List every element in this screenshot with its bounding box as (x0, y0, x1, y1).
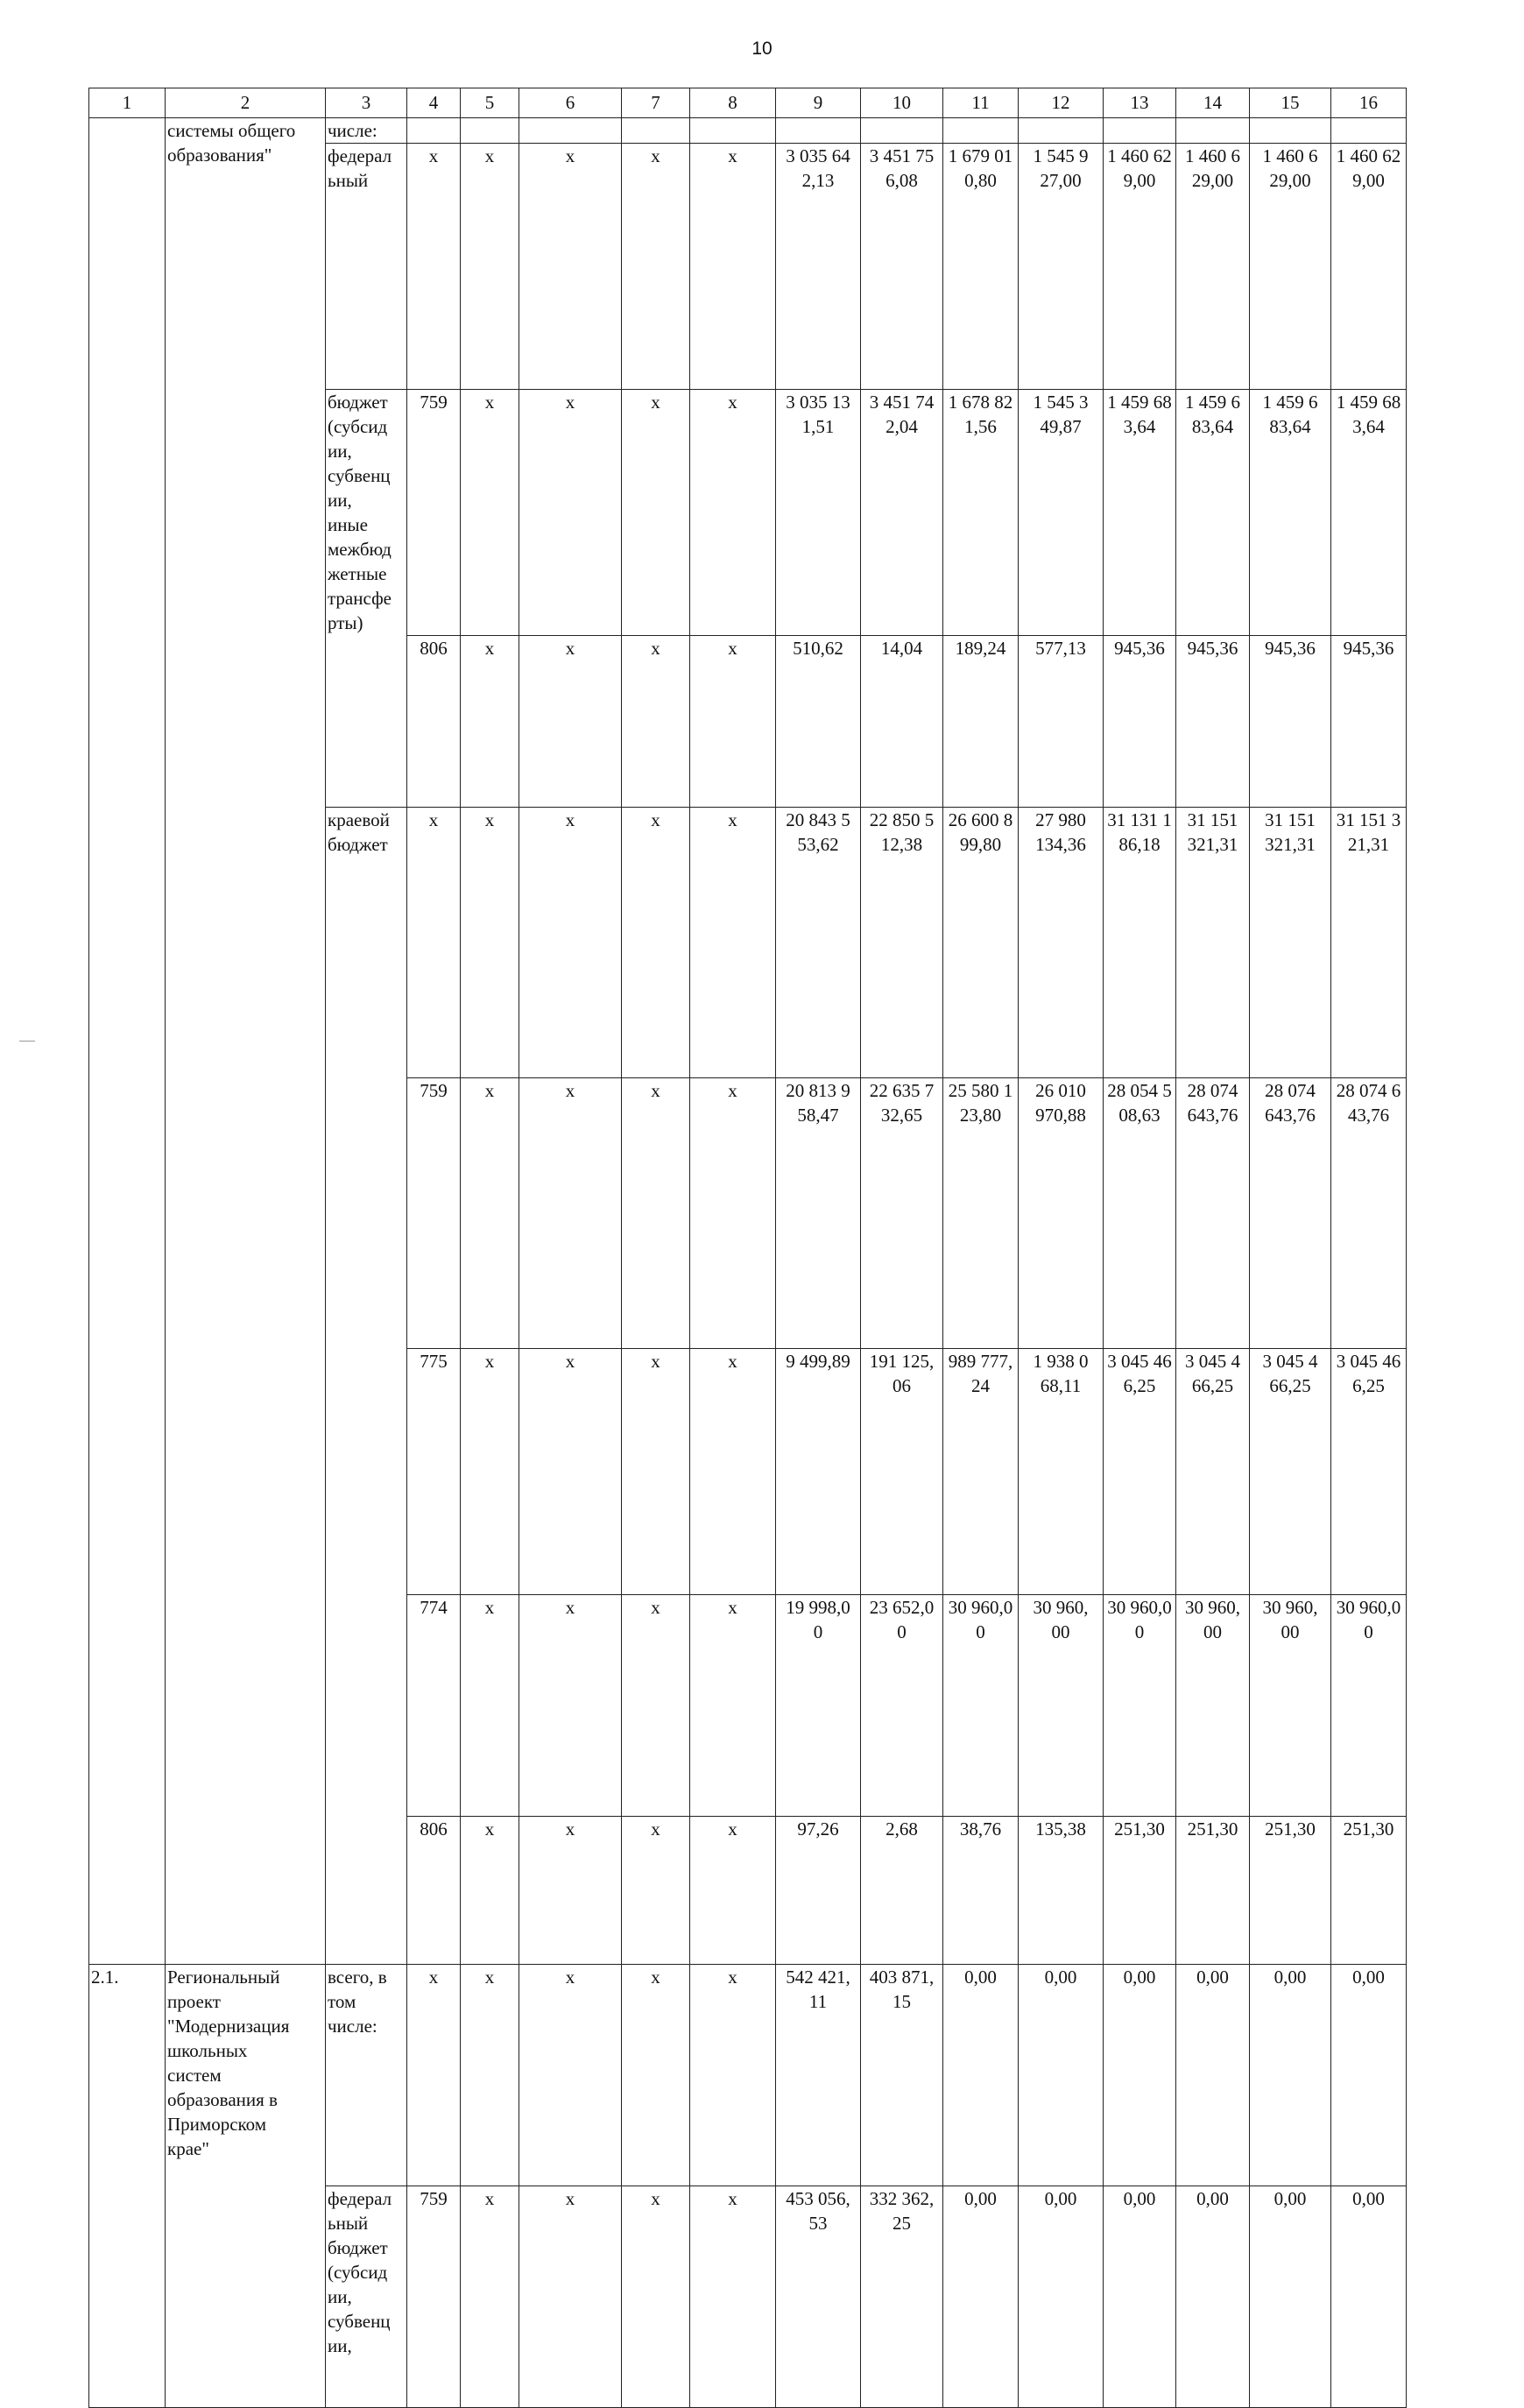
code-cell: 759 (407, 390, 461, 636)
value-cell: 20 813 9 58,47 (776, 1078, 861, 1349)
x-mark-cell: x (461, 390, 519, 636)
column-number-row (89, 88, 1407, 118)
funding-source-cell: федерал ьный бюджет (субсид ии, субвенц ии, (326, 2186, 407, 2408)
value-cell: 542 421, 11 (776, 1965, 861, 2186)
x-mark-cell: x (519, 636, 622, 808)
code-cell: 775 (407, 1349, 461, 1595)
value-cell: 26 010 970,88 (1019, 1078, 1104, 1349)
value-cell: 1 459 6 83,64 (1176, 390, 1250, 636)
funding-source-cell: федерал ьный (326, 144, 407, 390)
x-mark-cell: x (690, 1595, 776, 1817)
column-number: 15 (1250, 88, 1331, 118)
x-mark-cell: x (519, 390, 622, 636)
table-row (89, 118, 1407, 144)
value-cell: 9 499,89 (776, 1349, 861, 1595)
x-mark-cell: x (622, 1349, 690, 1595)
x-mark-cell: x (519, 808, 622, 1078)
value-cell: 14,04 (861, 636, 943, 808)
value-cell: 31 151 321,31 (1176, 808, 1250, 1078)
x-mark-cell: x (690, 1349, 776, 1595)
x-mark-cell: x (622, 1078, 690, 1349)
x-mark-cell: x (622, 390, 690, 636)
x-mark-cell (461, 118, 519, 144)
value-cell: 135,38 (1019, 1817, 1104, 1965)
value-cell: 30 960,0 0 (943, 1595, 1019, 1817)
value-cell: 989 777, 24 (943, 1349, 1019, 1595)
budget-table (88, 88, 1407, 2408)
x-mark-cell: x (461, 1349, 519, 1595)
value-cell: 1 460 62 9,00 (1331, 144, 1407, 390)
value-cell: 0,00 (1176, 2186, 1250, 2408)
value-cell: 251,30 (1250, 1817, 1331, 1965)
value-cell: 30 960,0 0 (1104, 1595, 1176, 1817)
value-cell: 30 960, 00 (1176, 1595, 1250, 1817)
x-mark-cell: x (690, 390, 776, 636)
column-number: 2 (166, 88, 326, 118)
value-cell: 23 652,0 0 (861, 1595, 943, 1817)
column-number: 13 (1104, 88, 1176, 118)
x-mark-cell: x (690, 1965, 776, 2186)
value-cell: 1 459 68 3,64 (1104, 390, 1176, 636)
x-mark-cell: x (690, 1817, 776, 1965)
value-cell: 0,00 (1176, 1965, 1250, 2186)
value-cell: 28 074 643,76 (1176, 1078, 1250, 1349)
value-cell: 251,30 (1104, 1817, 1176, 1965)
column-number: 16 (1331, 88, 1407, 118)
x-mark-cell: x (622, 808, 690, 1078)
value-cell: 3 045 46 6,25 (1104, 1349, 1176, 1595)
value-cell (861, 118, 943, 144)
value-cell: 19 998,0 0 (776, 1595, 861, 1817)
value-cell: 3 035 13 1,51 (776, 390, 861, 636)
x-mark-cell: x (461, 1078, 519, 1349)
value-cell: 1 938 0 68,11 (1019, 1349, 1104, 1595)
item-name-cell: системы общего образования" (166, 118, 326, 1965)
value-cell: 3 451 75 6,08 (861, 144, 943, 390)
value-cell: 0,00 (1331, 2186, 1407, 2408)
value-cell: 30 960, 00 (1250, 1595, 1331, 1817)
code-cell: 759 (407, 1078, 461, 1349)
x-mark-cell: x (461, 1595, 519, 1817)
x-mark-cell: x (461, 144, 519, 390)
value-cell: 251,30 (1331, 1817, 1407, 1965)
row-number-cell: 2.1. (89, 1965, 166, 2408)
x-mark-cell: x (690, 636, 776, 808)
value-cell: 332 362, 25 (861, 2186, 943, 2408)
value-cell: 22 635 7 32,65 (861, 1078, 943, 1349)
value-cell (943, 118, 1019, 144)
value-cell: 28 054 5 08,63 (1104, 1078, 1176, 1349)
x-mark-cell: x (461, 1965, 519, 2186)
x-mark-cell: x (622, 144, 690, 390)
x-mark-cell: x (519, 144, 622, 390)
value-cell: 1 460 62 9,00 (1104, 144, 1176, 390)
column-number: 12 (1019, 88, 1104, 118)
x-mark-cell: x (519, 1349, 622, 1595)
value-cell: 251,30 (1176, 1817, 1250, 1965)
x-mark-cell (690, 118, 776, 144)
column-number: 3 (326, 88, 407, 118)
column-number: 5 (461, 88, 519, 118)
column-number: 14 (1176, 88, 1250, 118)
column-number: 10 (861, 88, 943, 118)
code-cell: 774 (407, 1595, 461, 1817)
value-cell: 3 035 64 2,13 (776, 144, 861, 390)
value-cell (776, 118, 861, 144)
column-number: 6 (519, 88, 622, 118)
value-cell: 403 871, 15 (861, 1965, 943, 2186)
value-cell: 30 960, 00 (1019, 1595, 1104, 1817)
value-cell: 453 056, 53 (776, 2186, 861, 2408)
value-cell: 191 125, 06 (861, 1349, 943, 1595)
funding-source-cell: всего, в том числе: (326, 1965, 407, 2186)
value-cell: 2,68 (861, 1817, 943, 1965)
value-cell (1331, 118, 1407, 144)
x-mark-cell: x (622, 1595, 690, 1817)
code-cell: x (407, 808, 461, 1078)
x-mark-cell: x (519, 1595, 622, 1817)
value-cell: 31 151 321,31 (1250, 808, 1331, 1078)
value-cell (1250, 118, 1331, 144)
column-number: 1 (89, 88, 166, 118)
value-cell (1019, 118, 1104, 144)
value-cell: 1 459 6 83,64 (1250, 390, 1331, 636)
value-cell: 3 045 4 66,25 (1250, 1349, 1331, 1595)
value-cell: 30 960,0 0 (1331, 1595, 1407, 1817)
value-cell: 28 074 6 43,76 (1331, 1078, 1407, 1349)
x-mark-cell: x (519, 1078, 622, 1349)
table-row (89, 1965, 1407, 2186)
value-cell: 3 045 4 66,25 (1176, 1349, 1250, 1595)
x-mark-cell: x (690, 808, 776, 1078)
x-mark-cell (622, 118, 690, 144)
x-mark-cell: x (622, 2186, 690, 2408)
value-cell (1104, 118, 1176, 144)
x-mark-cell: x (690, 144, 776, 390)
value-cell: 28 074 643,76 (1250, 1078, 1331, 1349)
value-cell: 0,00 (943, 2186, 1019, 2408)
value-cell: 0,00 (1250, 1965, 1331, 2186)
value-cell: 1 545 3 49,87 (1019, 390, 1104, 636)
value-cell: 0,00 (1104, 2186, 1176, 2408)
x-mark-cell: x (622, 1817, 690, 1965)
value-cell (1176, 118, 1250, 144)
code-cell: x (407, 1965, 461, 2186)
value-cell: 3 451 74 2,04 (861, 390, 943, 636)
value-cell: 1 678 82 1,56 (943, 390, 1019, 636)
value-cell: 20 843 5 53,62 (776, 808, 861, 1078)
value-cell: 22 850 5 12,38 (861, 808, 943, 1078)
column-number: 9 (776, 88, 861, 118)
value-cell: 0,00 (943, 1965, 1019, 2186)
code-cell: x (407, 144, 461, 390)
x-mark-cell: x (519, 1965, 622, 2186)
x-mark-cell: x (461, 1817, 519, 1965)
value-cell: 97,26 (776, 1817, 861, 1965)
value-cell: 0,00 (1331, 1965, 1407, 2186)
value-cell: 0,00 (1019, 2186, 1104, 2408)
x-mark-cell: x (519, 1817, 622, 1965)
x-mark-cell: x (461, 636, 519, 808)
value-cell: 1 460 6 29,00 (1176, 144, 1250, 390)
x-mark-cell: x (622, 636, 690, 808)
value-cell: 0,00 (1250, 2186, 1331, 2408)
value-cell: 945,36 (1176, 636, 1250, 808)
table-body (89, 88, 1407, 2408)
code-cell (407, 118, 461, 144)
value-cell: 0,00 (1104, 1965, 1176, 2186)
row-number-cell (89, 118, 166, 1965)
value-cell: 1 459 68 3,64 (1331, 390, 1407, 636)
x-mark-cell: x (622, 1965, 690, 2186)
value-cell: 25 580 1 23,80 (943, 1078, 1019, 1349)
value-cell: 1 679 01 0,80 (943, 144, 1019, 390)
value-cell: 27 980 134,36 (1019, 808, 1104, 1078)
value-cell: 1 545 9 27,00 (1019, 144, 1104, 390)
column-number: 4 (407, 88, 461, 118)
funding-source-cell: краевой бюджет (326, 808, 407, 1965)
code-cell: 806 (407, 1817, 461, 1965)
value-cell: 189,24 (943, 636, 1019, 808)
code-cell: 759 (407, 2186, 461, 2408)
funding-source-cell: бюджет (субсид ии, субвенц ии, иные межбюд жетные трансфе рты) (326, 390, 407, 808)
value-cell: 945,36 (1331, 636, 1407, 808)
funding-source-cell: числе: (326, 118, 407, 144)
x-mark-cell: x (519, 2186, 622, 2408)
x-mark-cell: x (461, 808, 519, 1078)
value-cell: 26 600 8 99,80 (943, 808, 1019, 1078)
value-cell: 31 131 1 86,18 (1104, 808, 1176, 1078)
scan-margin-mark (19, 1041, 35, 1042)
value-cell: 0,00 (1019, 1965, 1104, 2186)
column-number: 7 (622, 88, 690, 118)
value-cell: 945,36 (1250, 636, 1331, 808)
value-cell: 1 460 6 29,00 (1250, 144, 1331, 390)
x-mark-cell: x (690, 2186, 776, 2408)
code-cell: 806 (407, 636, 461, 808)
value-cell: 38,76 (943, 1817, 1019, 1965)
page-number: 10 (751, 39, 773, 59)
column-number: 11 (943, 88, 1019, 118)
value-cell: 31 151 3 21,31 (1331, 808, 1407, 1078)
x-mark-cell: x (690, 1078, 776, 1349)
value-cell: 945,36 (1104, 636, 1176, 808)
column-number: 8 (690, 88, 776, 118)
item-name-cell: Региональный проект "Модернизация школьных систем образования в Приморском крае" (166, 1965, 326, 2408)
x-mark-cell (519, 118, 622, 144)
value-cell: 510,62 (776, 636, 861, 808)
value-cell: 577,13 (1019, 636, 1104, 808)
value-cell: 3 045 46 6,25 (1331, 1349, 1407, 1595)
x-mark-cell: x (461, 2186, 519, 2408)
